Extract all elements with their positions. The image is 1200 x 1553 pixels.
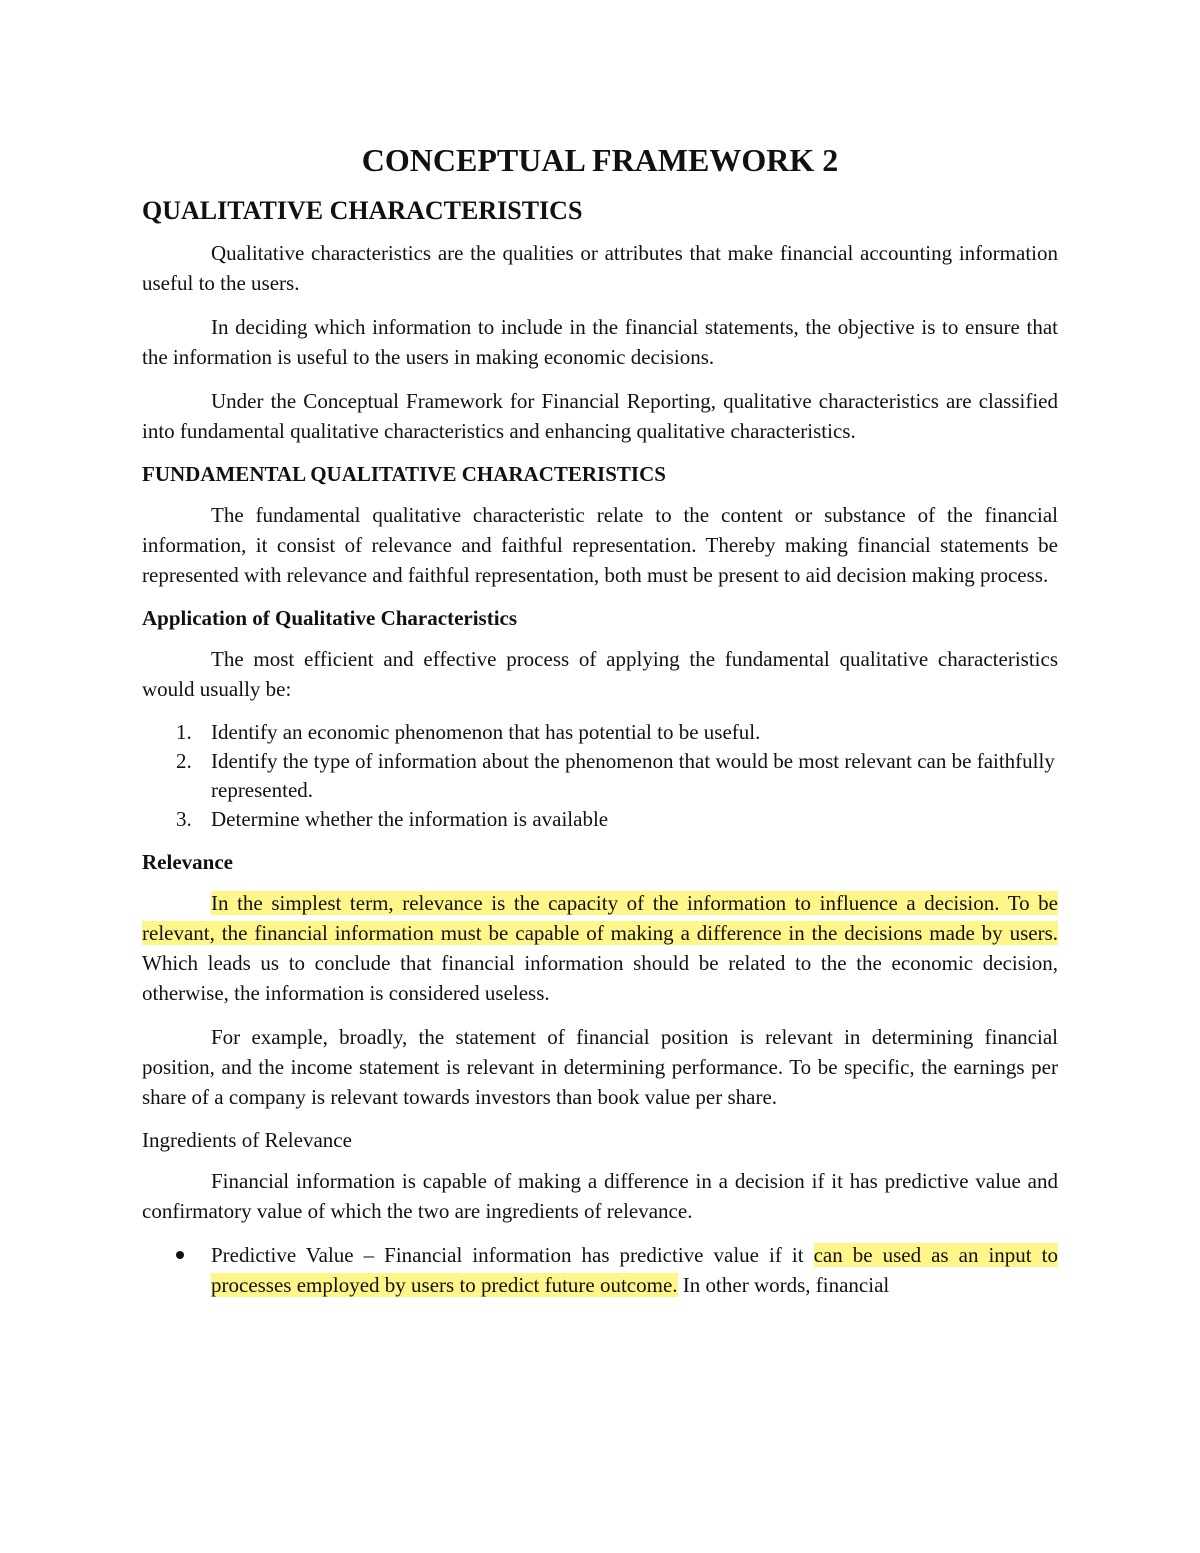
paragraph-qc-definition: Qualitative characteristics are the qualities or attributes that make financial accounting information useful to the users. [142, 241, 1058, 295]
paragraph-qc-objective: In deciding which information to include in the financial statements, the objective is to ensure that the information is useful to the users in making economic decisions. [142, 315, 1058, 369]
highlighted-text: In the simplest term, relevance is the capacity of the information to influence a decision. To be relevant, the financial information must be capable of making a difference in the decisions made by users. [142, 891, 1058, 945]
heading-application: Application of Qualitative Characteristics [142, 606, 518, 630]
heading-ingredients: Ingredients of Relevance [142, 1128, 352, 1152]
paragraph-ingredients: Financial information is capable of making a difference in a decision if it has predictive value and confirmatory value of which the two are ingredients of relevance. [142, 1169, 1058, 1223]
paragraph-relevance-definition [142, 888, 1058, 1008]
list-item-text: In other words, financial [677, 1273, 890, 1297]
heading-fundamental-qc: FUNDAMENTAL QUALITATIVE CHARACTERISTICS [142, 462, 666, 486]
heading-qualitative-characteristics: QUALITATIVE CHARACTERISTICS [142, 196, 583, 225]
list-item-text: Identify an economic phenomenon that has potential to be useful. [211, 720, 761, 744]
list-number: 3. [176, 807, 192, 831]
document-title: CONCEPTUAL FRAMEWORK 2 [361, 142, 839, 178]
list-item [142, 718, 1058, 747]
list-item [142, 1240, 1058, 1300]
paragraph-relevance-example: For example, broadly, the statement of financial position is relevant in determining financial position, and the income statement is relevant in determining performance. To be specific, the earnings per share of a company is relevant towards investors than book value per share. [142, 1025, 1058, 1109]
list-item-text: Identify the type of information about the phenomenon that would be most relevant can be faithfully represented. [211, 749, 1055, 802]
paragraph-fundamental-qc: The fundamental qualitative characteristic relate to the content or substance of the financial information, it consist of relevance and faithful representation. Thereby making financial statements be represented with relevance and faithful representation, both must be present to aid decision making process. [142, 503, 1058, 587]
list-number: 2. [176, 749, 192, 773]
paragraph-application: The most efficient and effective process of applying the fundamental qualitative characteristics would usually be: [142, 647, 1058, 701]
list-number: 1. [176, 720, 192, 744]
highlighted-text: can be used as an input to processes employed by users to predict future outcome. [211, 1243, 1058, 1297]
list-item-text: Predictive Value – Financial information has predictive value if it [211, 1243, 814, 1267]
paragraph-qc-classification: Under the Conceptual Framework for Financial Reporting, qualitative characteristics are classified into fundamental qualitative characteristics and enhancing qualitative characteristics. [142, 389, 1058, 443]
heading-relevance: Relevance [142, 850, 233, 874]
ingredients-bullet-list [142, 1240, 1058, 1300]
list-item [142, 805, 1058, 834]
list-item-text: Determine whether the information is available [211, 807, 609, 831]
paragraph-text: Which leads us to conclude that financial information should be related to the the economic decision, otherwise, the information is considered useless. [142, 951, 1058, 1005]
document-page [142, 140, 1058, 1300]
list-item [142, 747, 1058, 805]
bullet-icon [176, 1251, 184, 1259]
application-steps-list [142, 718, 1058, 834]
